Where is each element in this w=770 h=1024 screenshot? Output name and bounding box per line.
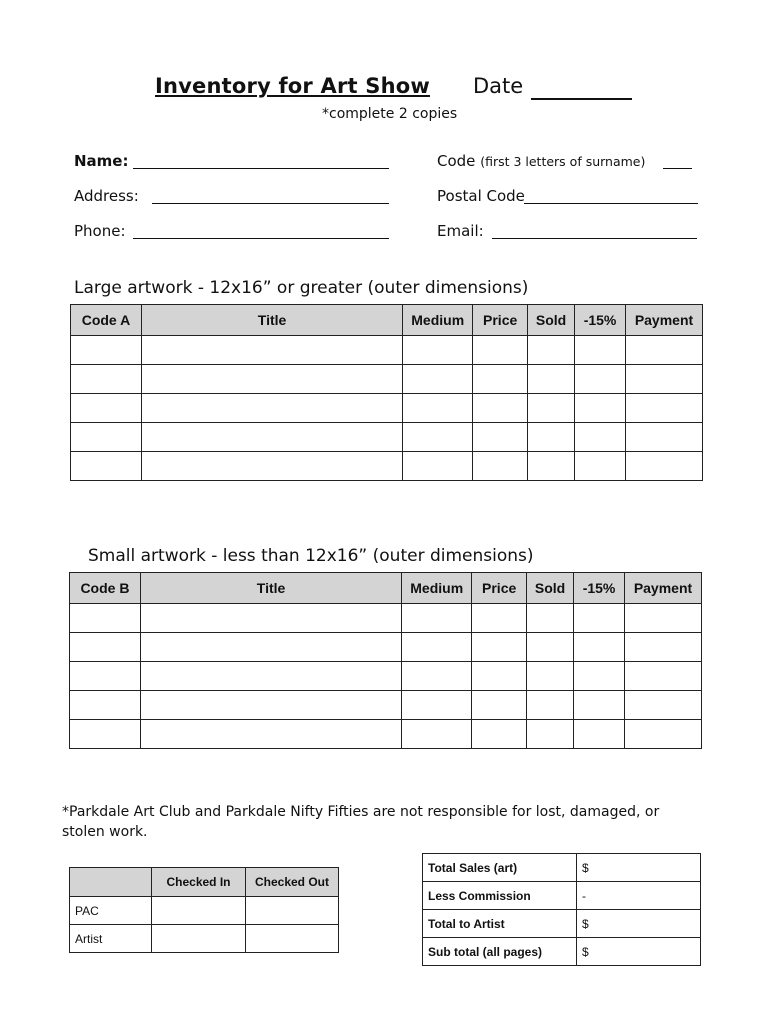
table-row bbox=[71, 394, 703, 423]
date-field[interactable] bbox=[531, 98, 632, 100]
table-cell[interactable] bbox=[625, 691, 702, 720]
table-cell[interactable] bbox=[473, 423, 528, 452]
table-row bbox=[70, 925, 339, 953]
table-cell[interactable] bbox=[141, 394, 402, 423]
check-in-out-table bbox=[69, 867, 339, 953]
table-cell[interactable] bbox=[574, 691, 625, 720]
table-cell[interactable] bbox=[402, 633, 472, 662]
table-cell[interactable] bbox=[574, 633, 625, 662]
table-cell[interactable] bbox=[527, 662, 574, 691]
table-cell[interactable] bbox=[528, 452, 575, 481]
table-cell[interactable] bbox=[625, 662, 702, 691]
table-cell[interactable] bbox=[70, 604, 141, 633]
disclaimer-note: *Parkdale Art Club and Parkdale Nifty Fifties are not responsible for lost, damaged, or stolen work. bbox=[62, 804, 660, 840]
totals-label: Total to Artist bbox=[423, 910, 577, 938]
small-col-header-payment: Payment bbox=[625, 573, 702, 604]
totals-value-field[interactable]: $ bbox=[577, 938, 701, 966]
checks-row-label: PAC bbox=[70, 897, 152, 925]
table-cell[interactable] bbox=[70, 633, 141, 662]
checks-corner-header bbox=[70, 868, 152, 897]
table-cell[interactable] bbox=[626, 336, 703, 365]
table-cell[interactable] bbox=[527, 720, 574, 749]
table-cell[interactable] bbox=[70, 662, 141, 691]
table-cell[interactable] bbox=[140, 633, 401, 662]
table-cell[interactable] bbox=[574, 662, 625, 691]
totals-value-field[interactable]: $ bbox=[577, 910, 701, 938]
small-col-header-sold: Sold bbox=[527, 573, 574, 604]
table-cell[interactable] bbox=[528, 423, 575, 452]
table-cell[interactable] bbox=[473, 336, 528, 365]
code-field[interactable] bbox=[663, 168, 692, 169]
table-cell[interactable] bbox=[141, 336, 402, 365]
totals-value-field[interactable]: $ bbox=[577, 854, 701, 882]
checks-col-header-checked-out: Checked Out bbox=[246, 868, 339, 897]
table-cell[interactable] bbox=[528, 394, 575, 423]
date-label: Date bbox=[473, 74, 524, 98]
code-label bbox=[437, 152, 645, 170]
table-cell[interactable] bbox=[402, 720, 472, 749]
table-row bbox=[70, 720, 702, 749]
totals-value-field[interactable]: - bbox=[577, 882, 701, 910]
table-cell[interactable] bbox=[626, 365, 703, 394]
table-row bbox=[70, 633, 702, 662]
table-cell[interactable] bbox=[625, 604, 702, 633]
table-cell[interactable] bbox=[625, 720, 702, 749]
checked-in-cell[interactable] bbox=[152, 897, 246, 925]
table-cell[interactable] bbox=[71, 365, 142, 394]
table-cell[interactable] bbox=[472, 604, 527, 633]
table-cell[interactable] bbox=[574, 720, 625, 749]
checked-out-cell[interactable] bbox=[246, 897, 339, 925]
large-col-header-medium: Medium bbox=[403, 305, 473, 336]
table-cell[interactable] bbox=[472, 691, 527, 720]
table-cell[interactable] bbox=[140, 691, 401, 720]
table-cell[interactable] bbox=[575, 394, 626, 423]
table-cell[interactable] bbox=[527, 633, 574, 662]
totals-table bbox=[422, 853, 701, 966]
email-field[interactable] bbox=[492, 238, 697, 239]
table-cell[interactable] bbox=[70, 720, 141, 749]
table-cell[interactable] bbox=[527, 604, 574, 633]
large-col-header-code-a: Code A bbox=[71, 305, 142, 336]
table-cell[interactable] bbox=[403, 452, 473, 481]
table-cell[interactable] bbox=[472, 720, 527, 749]
table-cell[interactable] bbox=[575, 452, 626, 481]
table-row bbox=[423, 910, 701, 938]
table-cell[interactable] bbox=[472, 633, 527, 662]
table-cell[interactable] bbox=[403, 394, 473, 423]
table-row bbox=[70, 691, 702, 720]
code-note: (first 3 letters of surname) bbox=[480, 154, 646, 169]
table-row bbox=[71, 452, 703, 481]
small-col-header-15: -15% bbox=[574, 573, 625, 604]
table-cell[interactable] bbox=[575, 336, 626, 365]
table-cell[interactable] bbox=[141, 423, 402, 452]
table-cell[interactable] bbox=[473, 394, 528, 423]
small-col-header-code-b: Code B bbox=[70, 573, 141, 604]
table-cell[interactable] bbox=[574, 604, 625, 633]
small-artwork-table bbox=[69, 572, 702, 749]
checked-in-cell[interactable] bbox=[152, 925, 246, 953]
table-cell[interactable] bbox=[473, 452, 528, 481]
table-row bbox=[423, 938, 701, 966]
page-title: Inventory for Art Show bbox=[155, 74, 430, 98]
subtitle: *complete 2 copies bbox=[322, 106, 458, 122]
table-cell[interactable] bbox=[402, 691, 472, 720]
table-cell[interactable] bbox=[71, 336, 142, 365]
small-artwork-heading: Small artwork - less than 12x16” (outer dimensions) bbox=[88, 546, 534, 566]
totals-label: Total Sales (art) bbox=[423, 854, 577, 882]
table-cell[interactable] bbox=[528, 365, 575, 394]
table-cell[interactable] bbox=[626, 394, 703, 423]
table-cell[interactable] bbox=[402, 662, 472, 691]
table-cell[interactable] bbox=[140, 662, 401, 691]
small-col-header-medium: Medium bbox=[402, 573, 472, 604]
large-artwork-heading: Large artwork - 12x16” or greater (outer dimensions) bbox=[74, 278, 529, 298]
table-cell[interactable] bbox=[140, 720, 401, 749]
checked-out-cell[interactable] bbox=[246, 925, 339, 953]
small-col-header-title: Title bbox=[140, 573, 401, 604]
totals-label: Sub total (all pages) bbox=[423, 938, 577, 966]
checks-row-label: Artist bbox=[70, 925, 152, 953]
table-cell[interactable] bbox=[140, 604, 401, 633]
phone-label: Phone: bbox=[74, 222, 126, 240]
totals-label: Less Commission bbox=[423, 882, 577, 910]
large-col-header-payment: Payment bbox=[626, 305, 703, 336]
table-cell[interactable] bbox=[402, 604, 472, 633]
table-cell[interactable] bbox=[403, 365, 473, 394]
table-cell[interactable] bbox=[472, 662, 527, 691]
large-artwork-table bbox=[70, 304, 703, 481]
table-row bbox=[71, 365, 703, 394]
table-cell[interactable] bbox=[575, 423, 626, 452]
table-row bbox=[71, 423, 703, 452]
address-label: Address: bbox=[74, 187, 139, 205]
table-cell[interactable] bbox=[625, 633, 702, 662]
large-col-header-price: Price bbox=[473, 305, 528, 336]
table-row bbox=[70, 897, 339, 925]
code-label-text: Code bbox=[437, 152, 476, 170]
table-cell[interactable] bbox=[473, 365, 528, 394]
table-cell[interactable] bbox=[403, 336, 473, 365]
table-row bbox=[71, 336, 703, 365]
name-field[interactable] bbox=[133, 168, 389, 169]
table-cell[interactable] bbox=[141, 452, 402, 481]
postal-code-field[interactable] bbox=[524, 203, 698, 204]
table-row bbox=[70, 662, 702, 691]
table-cell[interactable] bbox=[70, 691, 141, 720]
table-cell[interactable] bbox=[71, 423, 142, 452]
large-col-header-title: Title bbox=[141, 305, 402, 336]
table-cell[interactable] bbox=[626, 423, 703, 452]
table-cell[interactable] bbox=[71, 394, 142, 423]
table-cell[interactable] bbox=[71, 452, 142, 481]
table-cell[interactable] bbox=[527, 691, 574, 720]
name-label: Name: bbox=[74, 152, 129, 170]
table-cell[interactable] bbox=[141, 365, 402, 394]
table-cell[interactable] bbox=[403, 423, 473, 452]
large-col-header-15: -15% bbox=[575, 305, 626, 336]
table-cell[interactable] bbox=[575, 365, 626, 394]
table-cell[interactable] bbox=[626, 452, 703, 481]
postal-code-label: Postal Code bbox=[437, 187, 525, 205]
email-label: Email: bbox=[437, 222, 484, 240]
checks-col-header-checked-in: Checked In bbox=[152, 868, 246, 897]
address-field[interactable] bbox=[152, 203, 389, 204]
table-row bbox=[423, 882, 701, 910]
table-row bbox=[70, 604, 702, 633]
table-row bbox=[423, 854, 701, 882]
small-col-header-price: Price bbox=[472, 573, 527, 604]
phone-field[interactable] bbox=[133, 238, 389, 239]
table-cell[interactable] bbox=[528, 336, 575, 365]
large-col-header-sold: Sold bbox=[528, 305, 575, 336]
